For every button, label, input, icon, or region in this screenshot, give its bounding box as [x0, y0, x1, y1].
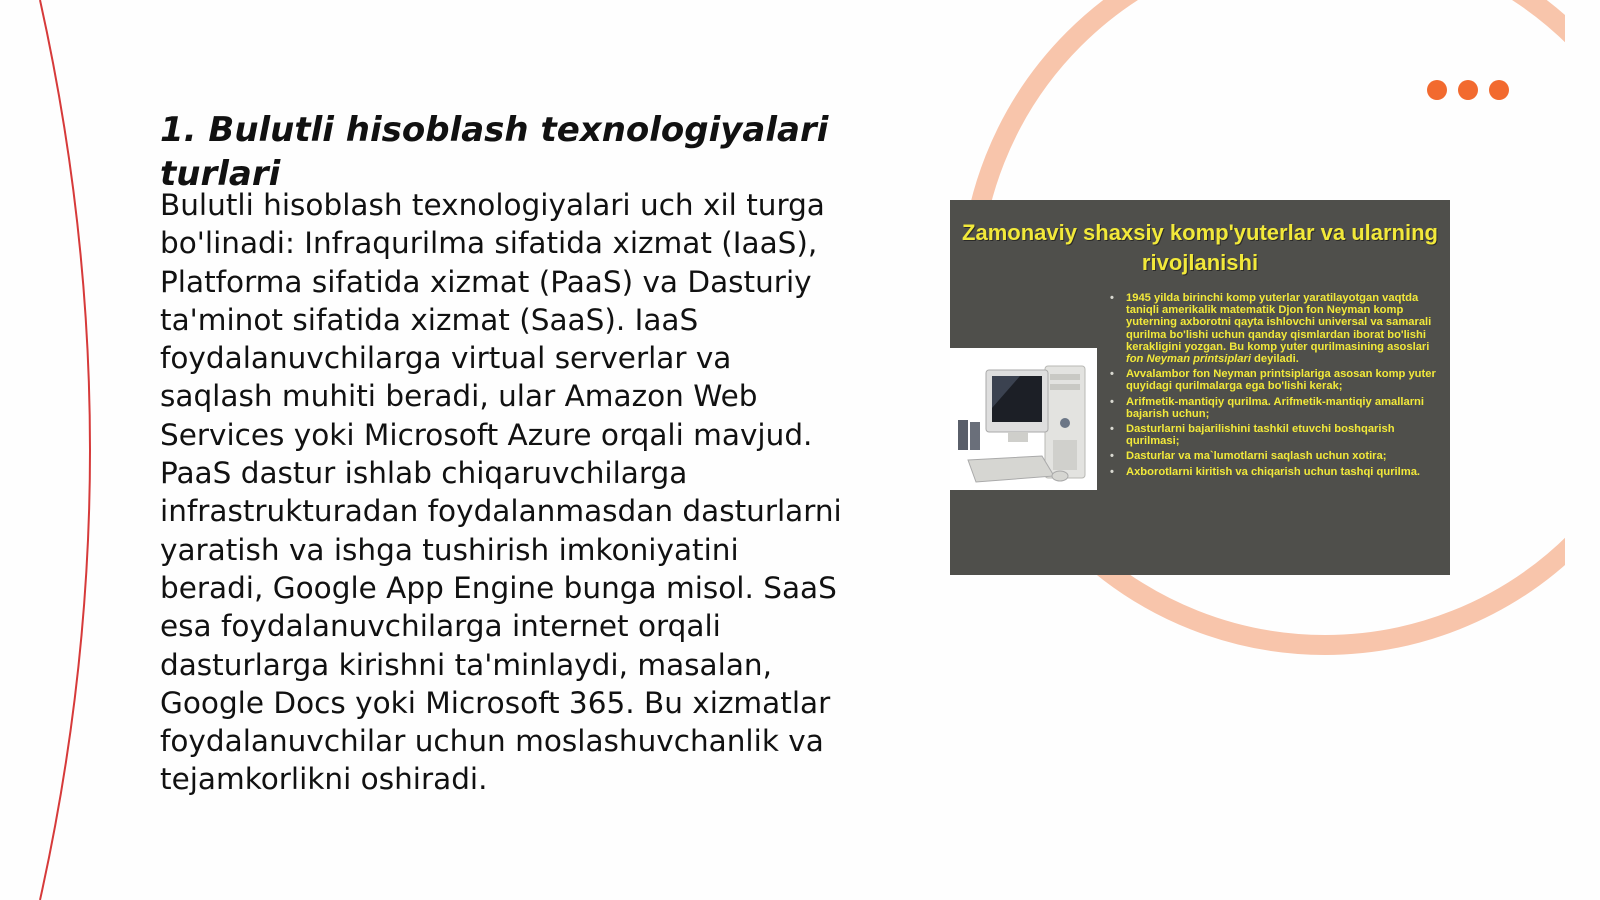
- body-paragraph: Bulutli hisoblash texnologiyalari uch xil turga bo'linadi: Infraqurilma sifatida xizmat (IaaS), Platforma sifatida xizmat (PaaS) va Dasturiy ta'minot sifatida xizmat (SaaS). IaaS foydalanuvchilarga virtual serverlar va saqlash muhiti beradi, ular Amazon Web Services yoki Microsoft Azure orqali mavjud. PaaS dastur ishlab chiqaruvchilarga infrastrukturadan foydalanmasdan dasturlarni yaratish va ishga tushirish imkoniyatini beradi, Google App Engine bunga misol. SaaS esa foydalanuvchilarga internet orqali dasturlarga kirishni ta'minlaydi, masalan, Google Docs yoki Microsoft 365. Bu xizmatlar foydalanuvchilar uchun moslashuvchanlik va tejamkorlikni oshiradi.: [160, 188, 842, 797]
- dot-3: [1489, 80, 1509, 100]
- page-title: 1. Bulutli hisoblash texnologiyalari turlari: [160, 110, 829, 194]
- embedded-slide-image: [950, 200, 1450, 575]
- slide-title: Zamonaviy shaxsiy komp'yuterlar va ularning rivojlanishi: [962, 220, 1438, 275]
- slide-bullet: • Avvalambor fon Neyman printsiplariga asosan komp yuter quyidagi qurilmalarga ega bo'lishi kerak;: [1108, 368, 1440, 392]
- decorative-left-curve: [40, 0, 90, 900]
- slide-bullet: • Dasturlarni bajarilishini tashkil etuvchi boshqarish qurilmasi;: [1108, 423, 1440, 447]
- slide-bullet: • Arifmetik-mantiqiy qurilma. Arifmetik-mantiqiy amallarni bajarish uchun;: [1108, 396, 1440, 420]
- slide-bullet: • Axborotlarni kiritish va chiqarish uchun tashqi qurilma.: [1108, 466, 1440, 478]
- dot-2: [1458, 80, 1478, 100]
- slide-bullet-list: [1108, 292, 1440, 481]
- slide-bullet: • Dasturlar va ma`lumotlarni saqlash uchun xotira;: [1108, 450, 1440, 462]
- three-dots-icon: [1427, 80, 1509, 100]
- dot-1: [1427, 80, 1447, 100]
- desktop-computer-icon: [950, 348, 1097, 490]
- slide-bullet: • 1945 yilda birinchi komp yuterlar yaratilayotgan vaqtda taniqli amerikalik matematik Djon fon Neyman komp yuterning axborotni qayta ishlovchi universal va samarali qurilma bo'lishi uchun qanday qismlardan iborat bo'lishi kerakligini yozgan. Bu komp yuter qurilmasining asoslari fon Neyman printsiplari deyiladi.: [1108, 292, 1440, 365]
